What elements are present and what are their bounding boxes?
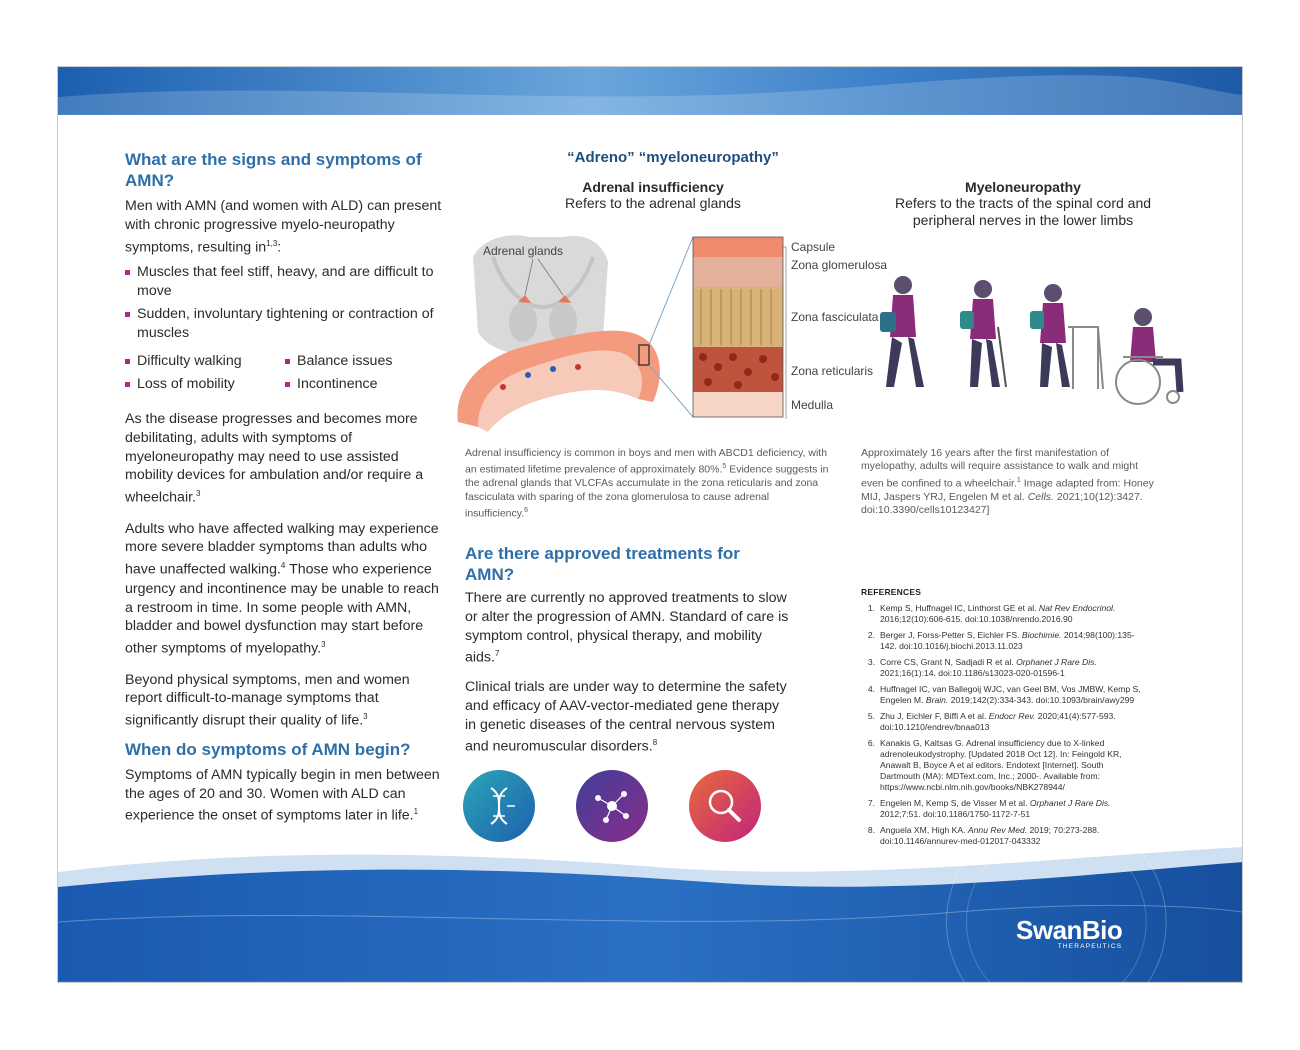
quality-of-life-paragraph: Beyond physical symptoms, men and women report difficult-to-manage symptoms that significantly disrupt their quality of life.$^3$ [125, 671, 410, 729]
myelo-caption: Approximately 16 years after the first manifestation of myelopathy, adults will require assistance to walk and might even be confined to a wheelchair.$^1$ Image adapted from: Honey MIJ, Jaspers YRJ, Engelen M et al. Cells. 2021;10(12):3427. doi:10.3390/cells10123427] [861, 447, 1154, 517]
list-item: Balance issues [285, 352, 445, 371]
reference-item: 2. Berger J, Forss-Petter S, Eichler FS. Biochimie. 2014;98(100):135-142. doi:10.1016/j.biochi.2013.11.023 [867, 630, 1135, 651]
references-title: REFERENCES [861, 587, 922, 597]
network-icon [576, 770, 648, 842]
reference-item: 5. Zhu J, Eichler F, Biffi A et al. Endocr Rev. 2020;41(4):577-593. doi:10.1210/endrev/bnaa013 [867, 711, 1116, 732]
walker-figure [1030, 284, 1103, 389]
list-item: Incontinence [285, 375, 445, 394]
references-section [861, 587, 1146, 852]
list-item: Muscles that feel stiff, heavy, and are difficult to move [125, 263, 445, 301]
treatments-paragraph: There are currently no approved treatments to slow or alter the progression of AMN. Standard of care is symptom control, physical therapy, and mobility aids.$^7$ [465, 590, 789, 667]
symptom-grid [125, 352, 445, 398]
layer-medulla: Medulla [791, 398, 834, 412]
layer-zona-glomerulosa: Zona glomerulosa [791, 258, 888, 272]
clinical-trials-paragraph: Clinical trials are under way to determine the safety and efficacy of AAV-vector-mediated gene therapy in genetic diseases of the central nervous system and neuromuscular disorders.$^8$ [465, 678, 787, 756]
treatments-heading: Are there approved treatments for AMN? [465, 544, 740, 584]
left-column [125, 149, 445, 826]
progression-paragraph: As the disease progresses and becomes more debilitating, adults with symptoms of myeloneuropathy may need to use assisted mobility devices for ambulation and/or require a wheelchair.$^3$ [125, 410, 424, 506]
adreno-myelo-title: “Adreno” “myeloneuropathy” [567, 149, 779, 166]
reference-item: 1. Kemp S, Huffnagel IC, Linthorst GE et al. Nat Rev Endocrinol. 2016;12(10):606-615. doi:10.1038/nrendo.2016.90 [867, 603, 1116, 624]
dna-icon [463, 770, 535, 842]
layer-zona-reticularis: Zona reticularis [791, 364, 874, 378]
swanbio-logo [1016, 915, 1122, 950]
list-item: Difficulty walking [125, 352, 285, 371]
gland-label: Adrenal glands [483, 244, 564, 258]
myelo-subtitle: Refers to the tracts of the spinal cord and peripheral nerves in the lower limbs [894, 195, 1152, 228]
myelo-header [878, 179, 1168, 229]
signs-heading: What are the signs and symptoms of AMN? [125, 150, 422, 190]
layer-zona-fasciculata: Zona fasciculata [791, 310, 879, 324]
adrenal-header [463, 179, 843, 212]
adrenal-illustration [453, 227, 888, 437]
signs-intro: Men with AMN (and women with ALD) can present with chronic progressive myelo-neuropathy symptoms, resulting in$^{1,3}$: [125, 198, 442, 256]
magnifier-icon [689, 770, 761, 842]
myelo-title: Myeloneuropathy [965, 179, 1081, 195]
adrenal-title: Adrenal insufficiency [582, 179, 724, 195]
symptom-list [125, 263, 445, 342]
reference-item: 3. Corre CS, Grant N, Sadjadi R et al. Orphanet J Rare Dis. 2021;16(1):14. doi:10.1186/s13023-020-01596-1 [867, 657, 1097, 678]
adrenal-subtitle: Refers to the adrenal glands [565, 195, 741, 211]
reference-item: 8. Anguela XM, High KA. Annu Rev Med. 2019; 70:273-288. doi:10.1146/annurev-med-012017-043332 [867, 825, 1100, 846]
walking-figure [880, 276, 924, 387]
mobility-progression-illustration [858, 267, 1188, 417]
layer-capsule: Capsule [791, 240, 836, 254]
list-item: Sudden, involuntary tightening or contraction of muscles [125, 305, 445, 343]
brochure-page [57, 66, 1243, 983]
treatments-section [465, 543, 790, 757]
reference-item: 4. Huffnagel IC, van Ballegoij WJC, van Geel BM, Vos JMBW, Kemp S, Engelen M. Brain. 2019;142(2):334-343. doi:10.1093/brain/awy299 [867, 684, 1141, 705]
bottom-wave-band [58, 842, 1242, 982]
top-wave-band [58, 67, 1242, 115]
logo-tagline: THERAPEUTICS [1057, 943, 1123, 950]
bladder-paragraph: Adults who have affected walking may experience more severe bladder symptoms than adults who have unaffected walking.$^4$ Those who experience urgency and incontinence may be unable to reach a restroom in time. In some people with AMN, bladder and bowel dysfunction may start before other symptoms of myelopathy.$^3$ [125, 520, 439, 657]
list-item: Loss of mobility [125, 375, 285, 394]
reference-item: 7. Engelen M, Kemp S, de Visser M et al. Orphanet J Rare Dis. 2012;7:51. doi:10.1186/1750-1172-7-51 [867, 798, 1111, 819]
reference-item: 6. Kanakis G, Kaltsas G. Adrenal insufficiency due to X-linked adrenoleukodystrophy. [Updated 2018 Oct 12]. In: Feingold KR, Anawalt B, Boyce A et al editors. Endotext [Internet]. South Dartmouth (MA): MDText.com, Inc.; 2000-. Available from: https://www.ncbi.nlm.nih.gov/books/NBK278944/ [867, 738, 1122, 792]
cane-figure [960, 280, 1006, 387]
logo-wordmark: SwanBio [1016, 915, 1123, 945]
adrenal-caption: Adrenal insufficiency is common in boys and men with ABCD1 deficiency, with an estimated lifetime prevalence of approximately 80%.$^5$ Evidence suggests in the adrenal glands that VLCFAs accumulate in the zona reticularis and zona fasciculata with sparing of the zona glomerulosa to cause adrenal insufficiency.$^6$ [465, 447, 829, 520]
wheelchair-figure [1116, 308, 1180, 404]
feature-icons [463, 770, 763, 850]
begin-heading: When do symptoms of AMN begin? [125, 739, 411, 759]
begin-paragraph: Symptoms of AMN typically begin in men between the ages of 20 and 30. Women with ALD can experience the onset of symptoms later in life.$^1$ [125, 766, 440, 825]
